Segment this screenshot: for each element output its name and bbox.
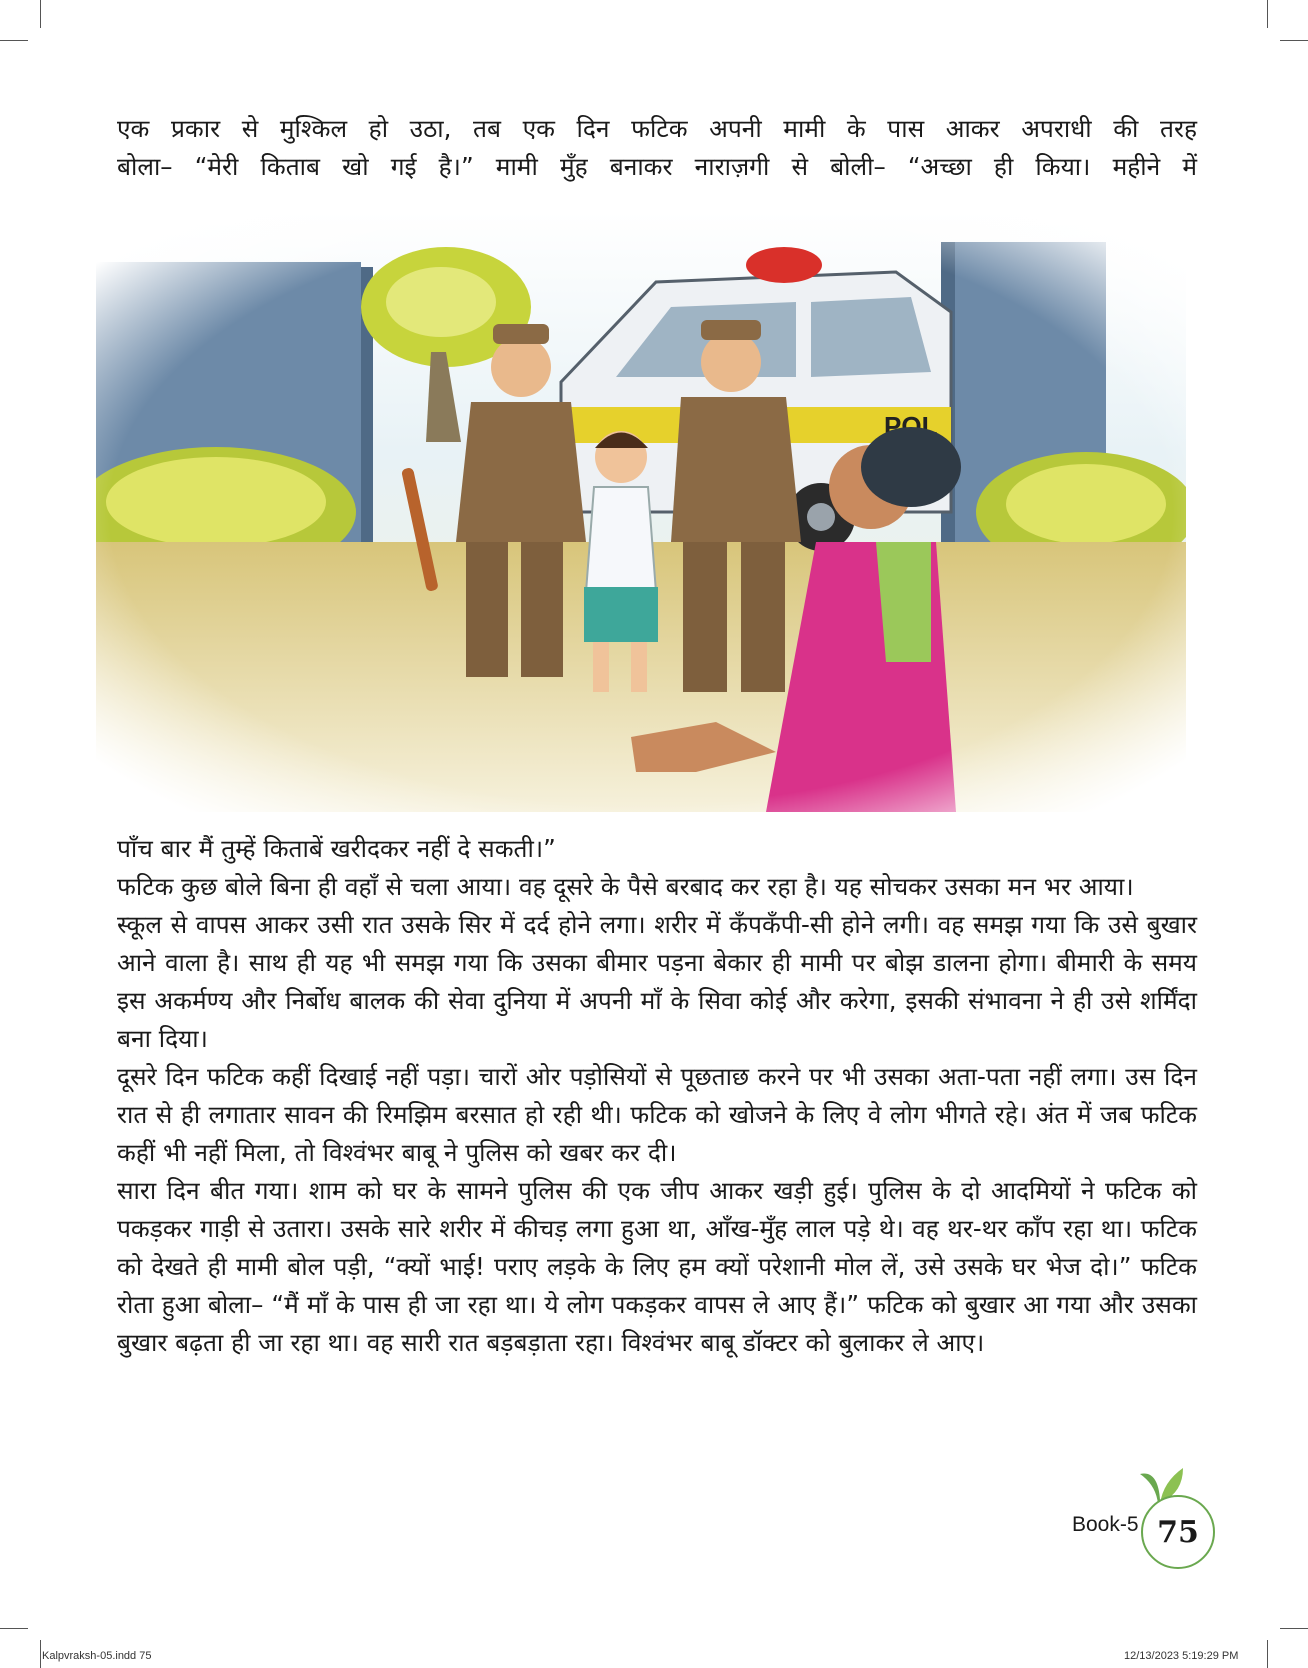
crop-mark	[40, 0, 41, 28]
paragraph: स्कूल से वापस आकर उसी रात उसके सिर में दर्द होने लगा। शरीर में कँपकँपी-सी होने लगी। वह समझ गया कि उसे बुखार आने वाला है। साथ ही यह भी समझ गया कि उसका बीमार पड़ना बेकार ही मामी पर बोझ डालना होगा। बीमारी के समय इस अकर्मण्य और निर्बोध बालक की सेवा दुनिया में अपनी माँ के सिवा कोई और करेगा, इसकी संभावना ने ही उसे शर्मिंदा बना दिया।	[117, 910, 1197, 1053]
crop-mark	[1280, 40, 1308, 41]
crop-mark	[1280, 1628, 1308, 1629]
top-paragraph	[117, 110, 1197, 186]
text-line: एक प्रकार से मुश्किल हो उठा, तब एक दिन फटिक अपनी मामी के पास आकर अपराधी की तरह	[117, 114, 1197, 143]
text-line: बोला– “मेरी किताब खो गई है।” मामी मुँह बनाकर नाराज़गी से बोली– “अच्छा ही किया। महीने में	[117, 152, 1197, 181]
paragraph: फटिक कुछ बोले बिना ही वहाँ से चला आया। वह दूसरे के पैसे बरबाद कर रहा है। यह सोचकर उसका मन भर आया।	[117, 872, 1134, 901]
crop-mark	[1267, 1640, 1268, 1668]
crop-mark	[1267, 0, 1268, 28]
book-label: Book-5	[1072, 1513, 1139, 1536]
story-illustration	[96, 212, 1186, 812]
page-number: 75	[1141, 1495, 1215, 1569]
crop-mark	[40, 1640, 41, 1668]
body-text	[117, 830, 1197, 1362]
crop-mark	[0, 40, 28, 41]
paragraph: पाँच बार मैं तुम्हें किताबें खरीदकर नहीं दे सकती।”	[117, 834, 556, 863]
crop-mark	[0, 1628, 28, 1629]
paragraph: सारा दिन बीत गया। शाम को घर के सामने पुलिस की एक जीप आकर खड़ी हुई। पुलिस के दो आदमियों ने फटिक को पकड़कर गाड़ी से उतारा। उसके सारे शरीर में कीचड़ लगा हुआ था, आँख-मुँह लाल पड़े थे। वह थर-थर काँप रहा था। फटिक को देखते ही मामी बोल पड़ी, “क्यों भाई! पराए लड़के के लिए हम क्यों परेशानी मोल लें, उसे उसके घर भेज दो।” फटिक रोता हुआ बोला– “मैं माँ के पास ही जा रहा था। ये लोग पकड़कर वापस ले आए हैं।” फटिक को बुखार आ गया और उसका बुखार बढ़ता ही जा रहा था। वह सारी रात बड़बड़ाता रहा। विश्वंभर बाबू डॉक्टर को बुलाकर ले आए।	[117, 1176, 1197, 1357]
paragraph: दूसरे दिन फटिक कहीं दिखाई नहीं पड़ा। चारों ओर पड़ोसियों से पूछताछ करने पर भी उसका अता-पता नहीं लगा। उस दिन रात से ही लगातार सावन की रिमझिम बरसात हो रही थी। फटिक को खोजने के लिए वे लोग भीगते रहे। अंत में जब फटिक कहीं भी नहीं मिला, तो विश्वंभर बाबू ने पुलिस को खबर कर दी।	[117, 1062, 1197, 1167]
slug-datetime: 12/13/2023 5:19:29 PM	[1124, 1650, 1239, 1662]
slug-file: Kalpvraksh-05.indd 75	[42, 1650, 152, 1662]
